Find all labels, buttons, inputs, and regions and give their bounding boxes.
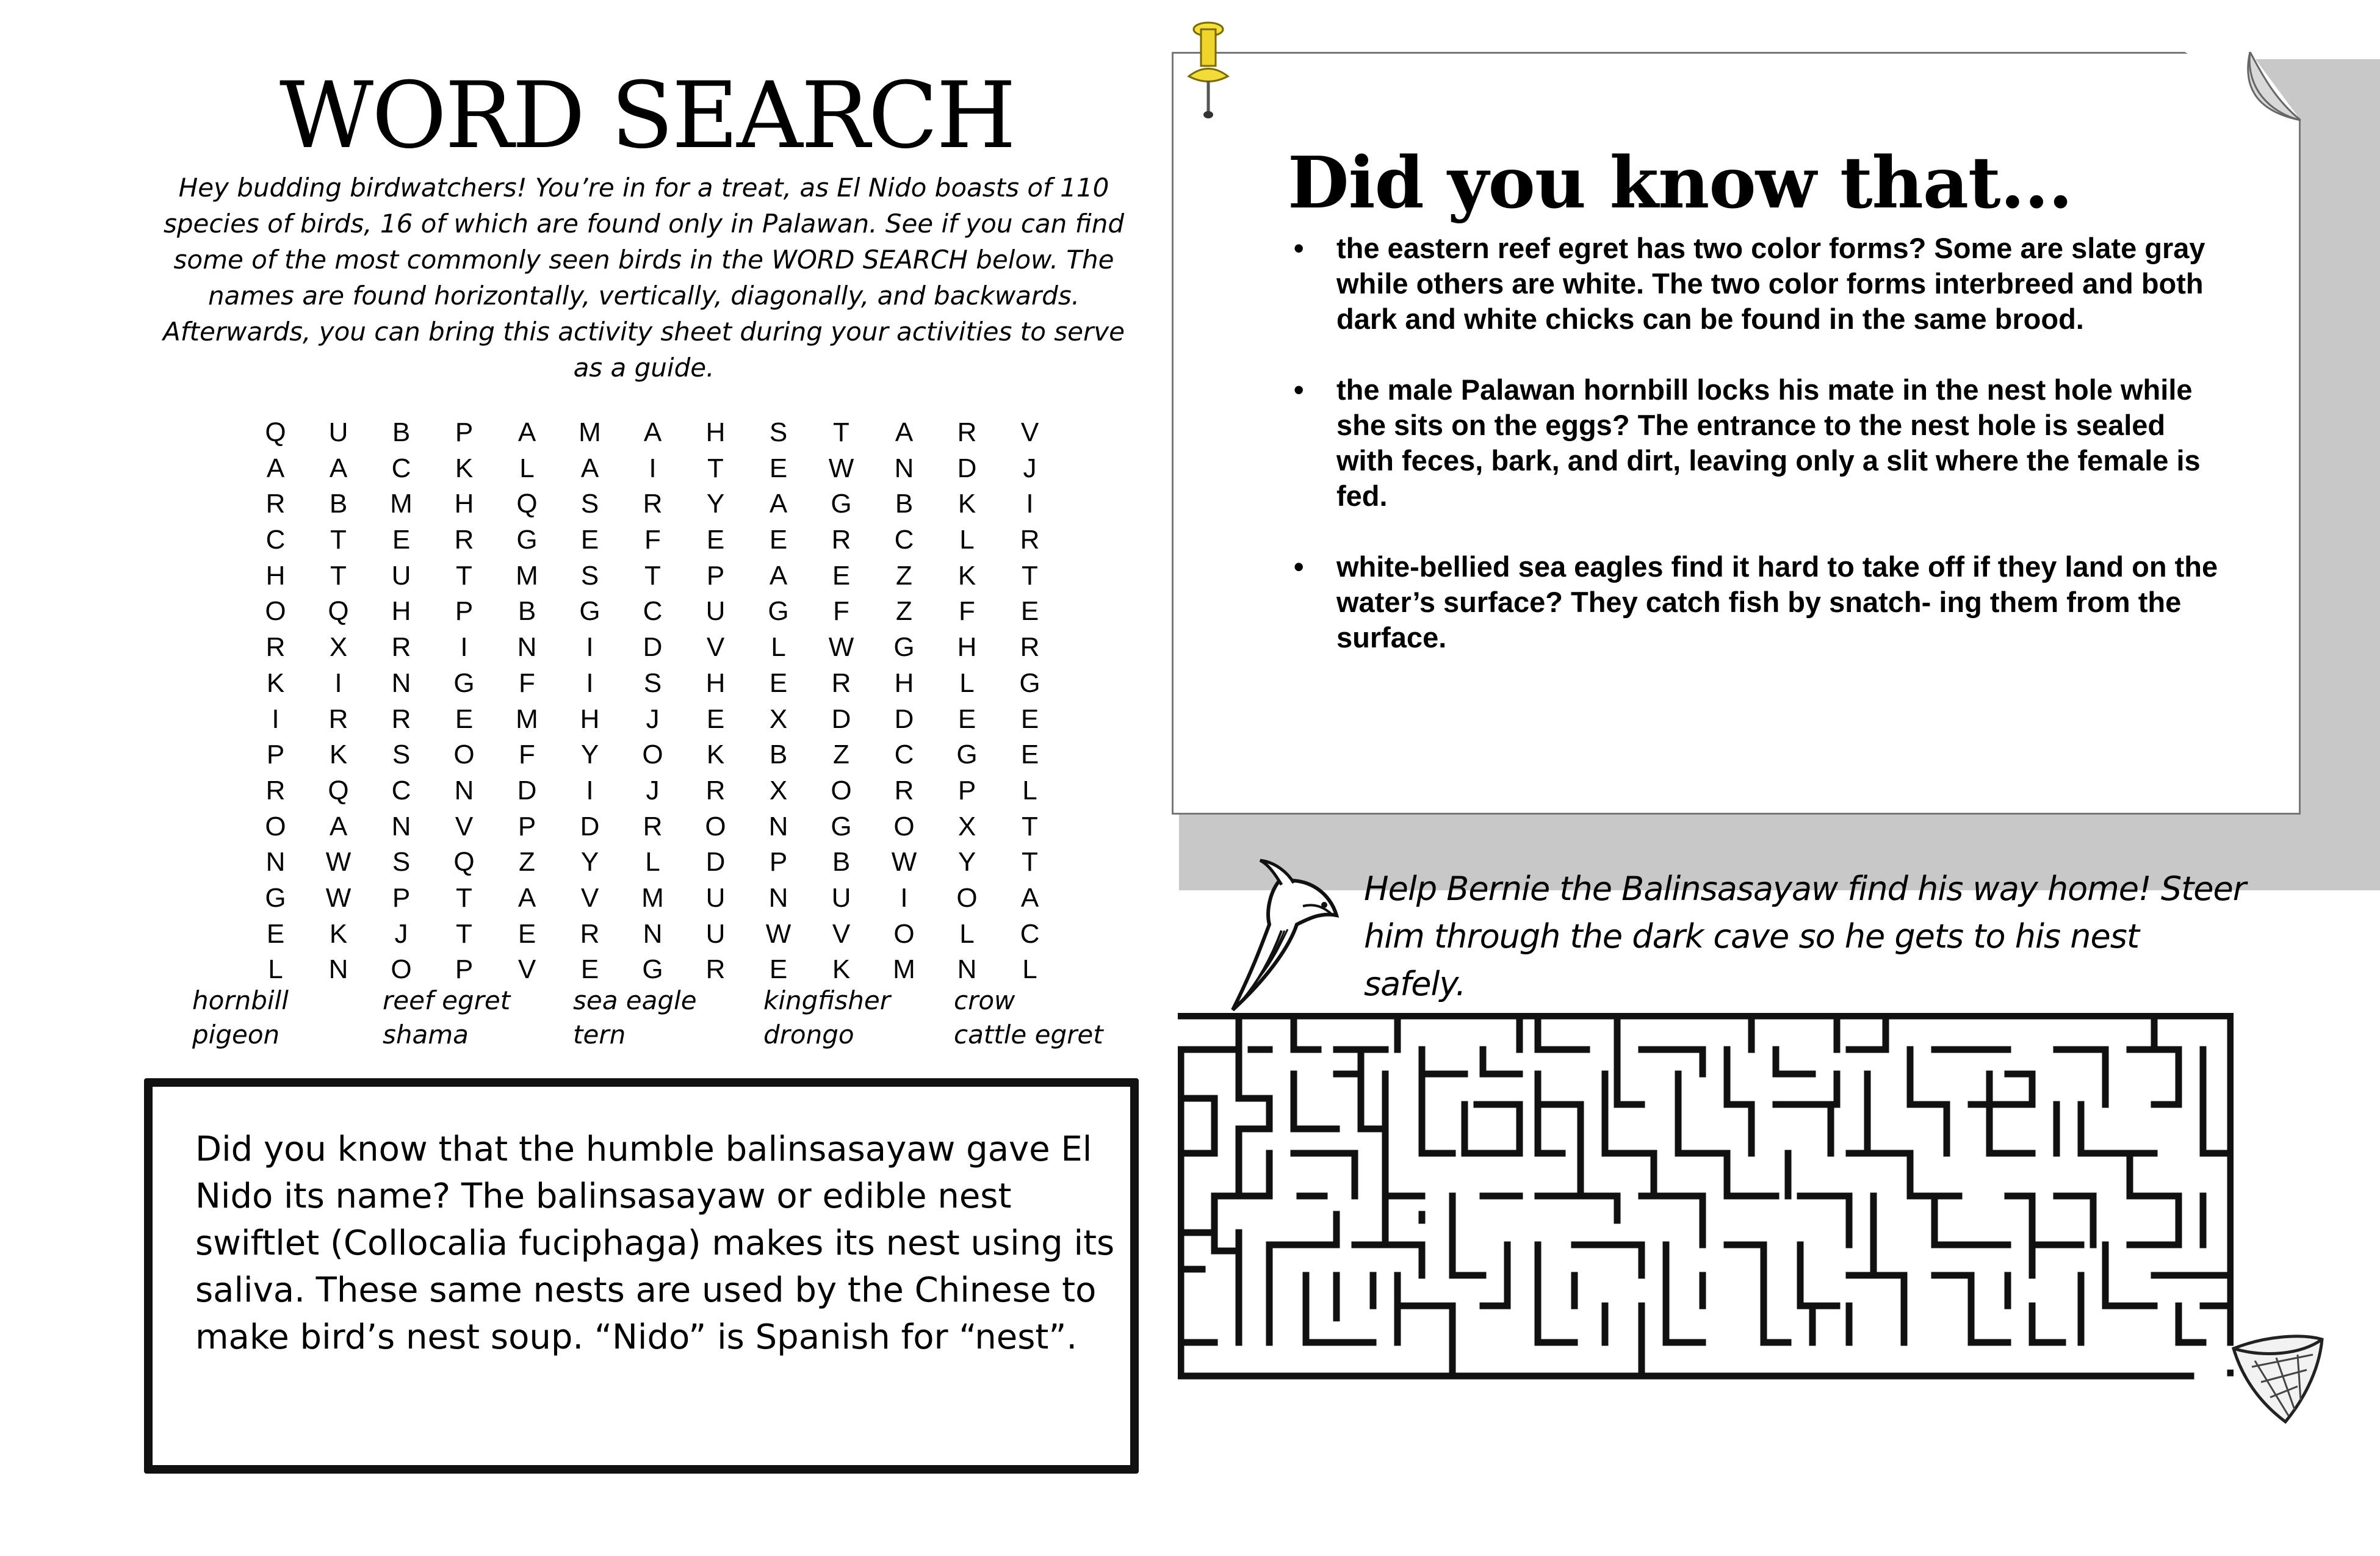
grid-letter: L: [1022, 775, 1037, 805]
word-list-item: reef egret: [383, 985, 511, 1015]
grid-letter: A: [769, 560, 788, 591]
grid-letter: R: [391, 632, 411, 663]
grid-letter: Q: [516, 489, 538, 519]
grid-letter: R: [831, 525, 851, 555]
grid-letter: I: [586, 668, 594, 698]
grid-letter: U: [705, 918, 726, 949]
word-list-item: crow: [954, 985, 1015, 1015]
grid-letter: O: [391, 954, 412, 985]
grid-letter: N: [391, 811, 411, 841]
pushpin-icon: [1184, 18, 1233, 122]
grid-letter: E: [1020, 596, 1039, 627]
grid-letter: T: [456, 560, 472, 591]
grid-letter: G: [265, 882, 286, 913]
word-list: [192, 984, 1156, 1052]
fact-item: [1294, 549, 2221, 655]
grid-letter: F: [833, 596, 849, 627]
grid-letter: C: [894, 525, 914, 555]
grid-letter: L: [959, 668, 975, 698]
word-search-title: WORD SEARCH: [279, 63, 1015, 169]
grid-letter: M: [579, 417, 601, 447]
grid-letter: L: [959, 918, 975, 949]
grid-letter: S: [392, 740, 411, 770]
grid-letter: Y: [580, 847, 599, 877]
grid-letter: H: [454, 489, 474, 519]
grid-letter: H: [391, 596, 411, 627]
grid-letter: H: [580, 704, 600, 734]
grid-letter: K: [266, 668, 285, 698]
grid-letter: T: [644, 560, 661, 591]
grid-letter: S: [580, 489, 599, 519]
grid-letter: E: [266, 918, 285, 949]
grid-letter: F: [959, 596, 975, 627]
grid-letter: K: [957, 489, 976, 519]
grid-letter: O: [831, 775, 852, 805]
grid-letter: U: [391, 560, 411, 591]
nest-icon: [2227, 1330, 2331, 1434]
grid-letter: Z: [833, 740, 849, 770]
grid-letter: C: [391, 775, 411, 805]
grid-letter: V: [455, 811, 474, 841]
grid-letter: T: [833, 417, 849, 447]
grid-letter: I: [460, 632, 468, 663]
grid-letter: R: [643, 489, 663, 519]
grid-letter: N: [391, 668, 411, 698]
grid-letter: Q: [328, 775, 349, 805]
grid-letter: R: [454, 525, 474, 555]
grid-letter: L: [519, 453, 535, 483]
grid-letter: U: [328, 417, 348, 447]
grid-letter: P: [706, 560, 725, 591]
grid-letter: A: [517, 882, 536, 913]
grid-letter: B: [832, 847, 851, 877]
grid-letter: N: [894, 453, 914, 483]
swiftlet-bird-icon: [1224, 857, 1358, 1016]
grid-letter: A: [643, 417, 662, 447]
grid-letter: E: [769, 668, 788, 698]
grid-letter: D: [957, 453, 977, 483]
grid-letter: V: [1020, 417, 1039, 447]
word-list-item: drongo: [763, 1020, 854, 1050]
facts-list: [1294, 231, 2221, 691]
word-list-item: kingfisher: [763, 985, 891, 1015]
grid-letter: G: [516, 525, 538, 555]
bullet-icon: •: [1294, 550, 1304, 583]
grid-letter: C: [265, 525, 286, 555]
grid-letter: A: [329, 453, 348, 483]
grid-letter: T: [330, 525, 347, 555]
grid-letter: G: [831, 811, 852, 841]
word-list-item: tern: [573, 1020, 626, 1050]
grid-letter: M: [641, 882, 664, 913]
page-curl-icon: [2185, 52, 2301, 131]
grid-letter: F: [519, 740, 535, 770]
word-list-item: cattle egret: [954, 1020, 1103, 1050]
grid-letter: A: [266, 453, 285, 483]
grid-letter: P: [957, 775, 976, 805]
grid-letter: E: [769, 954, 788, 985]
grid-letter: Z: [896, 560, 912, 591]
grid-letter: V: [706, 632, 725, 663]
grid-letter: K: [957, 560, 976, 591]
grid-letter: J: [1023, 453, 1037, 483]
grid-letter: R: [894, 775, 914, 805]
grid-letter: H: [957, 632, 977, 663]
grid-letter: C: [643, 596, 663, 627]
grid-letter: V: [580, 882, 599, 913]
grid-letter: N: [957, 954, 977, 985]
grid-letter: N: [454, 775, 474, 805]
grid-letter: S: [643, 668, 662, 698]
grid-letter: Y: [957, 847, 976, 877]
bullet-icon: •: [1294, 232, 1304, 264]
grid-letter: D: [517, 775, 537, 805]
grid-letter: O: [265, 596, 286, 627]
grid-letter: K: [329, 740, 348, 770]
grid-letter: O: [453, 740, 475, 770]
grid-letter: F: [519, 668, 535, 698]
grid-letter: R: [580, 918, 600, 949]
grid-letter: I: [586, 632, 594, 663]
grid-letter: U: [705, 596, 726, 627]
grid-letter: D: [831, 704, 851, 734]
grid-letter: Q: [453, 847, 475, 877]
grid-letter: B: [895, 489, 914, 519]
grid-letter: K: [455, 453, 474, 483]
grid-letter: R: [265, 632, 286, 663]
grid-letter: I: [334, 668, 342, 698]
grid-letter: G: [831, 489, 852, 519]
grid-letter: G: [579, 596, 600, 627]
grid-letter: C: [894, 740, 914, 770]
grid-letter: J: [646, 775, 660, 805]
grid-letter: E: [1020, 704, 1039, 734]
word-search-intro: Hey budding birdwatchers! You’re in for a treat, as El Nido boasts of 110 species of birds, 16 of which are found only in Palawan. See if you can find some of the most commonly seen birds in the WORD SEARCH below. The names are found horizontally, vertically, diagonally, and backwards. Afterwards, you can bring this activity sheet during your activities to serve as a guide.: [163, 173, 1125, 383]
grid-letter: R: [265, 775, 286, 805]
grid-letter: R: [328, 704, 348, 734]
grid-letter: R: [265, 489, 286, 519]
grid-letter: C: [1020, 918, 1040, 949]
grid-letter: A: [329, 811, 348, 841]
grid-letter: E: [769, 453, 788, 483]
grid-letter: N: [768, 882, 788, 913]
grid-letter: X: [769, 704, 788, 734]
grid-letter: J: [394, 918, 408, 949]
grid-letter: Y: [580, 740, 599, 770]
grid-letter: T: [1022, 847, 1038, 877]
word-list-item: hornbill: [192, 985, 289, 1015]
grid-letter: Z: [896, 596, 912, 627]
grid-letter: G: [453, 668, 475, 698]
grid-letter: D: [705, 847, 726, 877]
fact-item: [1294, 372, 2221, 514]
grid-letter: X: [329, 632, 348, 663]
grid-letter: E: [769, 525, 788, 555]
grid-letter: Y: [706, 489, 725, 519]
maze: [1178, 1013, 2234, 1391]
fact-text: the male Palawan hornbill locks his mate in the nest hole while she sits on the eggs? The entrance to the nest hole is sealed with feces, bark, and dirt, leaving only a slit where the female is fed.: [1336, 373, 2201, 512]
maze-instructions: Help Bernie the Balinsasayaw find his way home! Steer him through the dark cave so he gets to his nest safely.: [1364, 870, 2246, 1003]
grid-letter: X: [957, 811, 976, 841]
word-list-item: shama: [383, 1020, 469, 1050]
grid-letter: O: [265, 811, 286, 841]
grid-letter: O: [893, 811, 915, 841]
grid-letter: H: [705, 417, 726, 447]
grid-letter: H: [265, 560, 286, 591]
grid-letter: T: [707, 453, 724, 483]
grid-letter: N: [643, 918, 663, 949]
grid-letter: R: [643, 811, 663, 841]
grid-letter: H: [894, 668, 914, 698]
grid-letter: K: [329, 918, 348, 949]
grid-letter: M: [893, 954, 915, 985]
grid-letter: C: [391, 453, 411, 483]
grid-letter: H: [705, 668, 726, 698]
grid-letter: M: [390, 489, 413, 519]
grid-letter: T: [1022, 811, 1038, 841]
grid-letter: W: [325, 847, 352, 877]
did-you-know-title: Did you know that...: [1288, 142, 2072, 225]
grid-letter: P: [455, 417, 474, 447]
grid-letter: E: [580, 525, 599, 555]
grid-letter: K: [706, 740, 725, 770]
grid-letter: J: [646, 704, 660, 734]
grid-letter: N: [265, 847, 286, 877]
grid-letter: R: [1020, 632, 1040, 663]
grid-letter: N: [517, 632, 537, 663]
grid-letter: U: [705, 882, 726, 913]
grid-letter: P: [392, 882, 411, 913]
grid-letter: I: [586, 775, 594, 805]
grid-letter: D: [643, 632, 663, 663]
grid-letter: W: [765, 918, 792, 949]
grid-letter: E: [580, 954, 599, 985]
word-list-item: pigeon: [192, 1020, 280, 1050]
grid-letter: E: [1020, 740, 1039, 770]
fact-text: white-bellied sea eagles find it hard to take off if they land on the water’s surface? They catch fish by snatch- ing them from the surface.: [1336, 550, 2218, 654]
grid-letter: E: [455, 704, 474, 734]
word-list-item: sea eagle: [573, 985, 697, 1015]
grid-letter: P: [455, 596, 474, 627]
grid-letter: D: [580, 811, 600, 841]
fact-text: the eastern reef egret has two color forms? Some are slate gray while others are white. The two color forms interbreed and both dark and white chicks can be found in the same brood.: [1336, 232, 2205, 335]
grid-letter: I: [649, 453, 657, 483]
grid-letter: S: [769, 417, 788, 447]
grid-letter: R: [705, 954, 726, 985]
grid-letter: B: [392, 417, 411, 447]
grid-letter: T: [456, 918, 472, 949]
grid-letter: Z: [519, 847, 535, 877]
word-search-grid: [244, 415, 1061, 988]
grid-letter: O: [893, 918, 915, 949]
grid-letter: O: [642, 740, 663, 770]
grid-letter: E: [706, 525, 725, 555]
grid-letter: F: [644, 525, 661, 555]
grid-letter: E: [957, 704, 976, 734]
grid-letter: W: [891, 847, 917, 877]
grid-letter: R: [831, 668, 851, 698]
grid-letter: A: [517, 417, 536, 447]
grid-letter: I: [900, 882, 908, 913]
grid-letter: K: [832, 954, 851, 985]
grid-letter: Q: [265, 417, 286, 447]
grid-letter: S: [392, 847, 411, 877]
grid-letter: P: [455, 954, 474, 985]
grid-letter: A: [895, 417, 914, 447]
grid-letter: L: [645, 847, 660, 877]
grid-letter: W: [828, 632, 854, 663]
grid-letter: B: [769, 740, 788, 770]
swiftlet-fact-text: Did you know that the humble balinsasayaw gave El Nido its name? The balinsasayaw or edible nest swiftlet (Collocalia fuciphaga) makes its nest using its saliva. These same nests are used by the Chinese to make bird’s nest soup. “Nido” is Spanish for “nest”.: [195, 1129, 1115, 1357]
grid-letter: S: [580, 560, 599, 591]
grid-letter: E: [517, 918, 536, 949]
grid-letter: R: [1020, 525, 1040, 555]
grid-letter: W: [828, 453, 854, 483]
grid-letter: E: [706, 704, 725, 734]
grid-letter: Q: [328, 596, 349, 627]
grid-letter: L: [1022, 954, 1037, 985]
grid-letter: A: [580, 453, 599, 483]
grid-letter: R: [391, 704, 411, 734]
grid-letter: G: [768, 596, 789, 627]
grid-letter: N: [328, 954, 348, 985]
grid-letter: N: [768, 811, 788, 841]
grid-letter: T: [1022, 560, 1038, 591]
grid-letter: M: [516, 704, 538, 734]
grid-letter: R: [705, 775, 726, 805]
grid-letter: X: [769, 775, 788, 805]
grid-letter: P: [266, 740, 285, 770]
fact-item: [1294, 231, 2221, 337]
grid-letter: T: [456, 882, 472, 913]
grid-letter: W: [325, 882, 352, 913]
grid-letter: I: [272, 704, 279, 734]
grid-letter: T: [330, 560, 347, 591]
grid-letter: G: [956, 740, 978, 770]
grid-letter: O: [956, 882, 978, 913]
grid-letter: G: [1019, 668, 1040, 698]
grid-letter: A: [1020, 882, 1039, 913]
grid-letter: O: [705, 811, 726, 841]
grid-letter: P: [517, 811, 536, 841]
grid-letter: G: [642, 954, 663, 985]
grid-letter: I: [1026, 489, 1034, 519]
grid-letter: E: [392, 525, 411, 555]
grid-letter: B: [517, 596, 536, 627]
grid-letter: D: [894, 704, 914, 734]
grid-letter: L: [268, 954, 283, 985]
bullet-icon: •: [1294, 373, 1304, 406]
grid-letter: G: [893, 632, 915, 663]
grid-letter: M: [516, 560, 538, 591]
grid-letter: L: [771, 632, 786, 663]
grid-letter: E: [832, 560, 851, 591]
grid-letter: U: [831, 882, 851, 913]
grid-letter: L: [959, 525, 975, 555]
grid-letter: B: [329, 489, 348, 519]
grid-letter: A: [769, 489, 788, 519]
grid-letter: P: [769, 847, 788, 877]
grid-letter: R: [957, 417, 977, 447]
grid-letter: V: [832, 918, 851, 949]
grid-letter: V: [517, 954, 536, 985]
